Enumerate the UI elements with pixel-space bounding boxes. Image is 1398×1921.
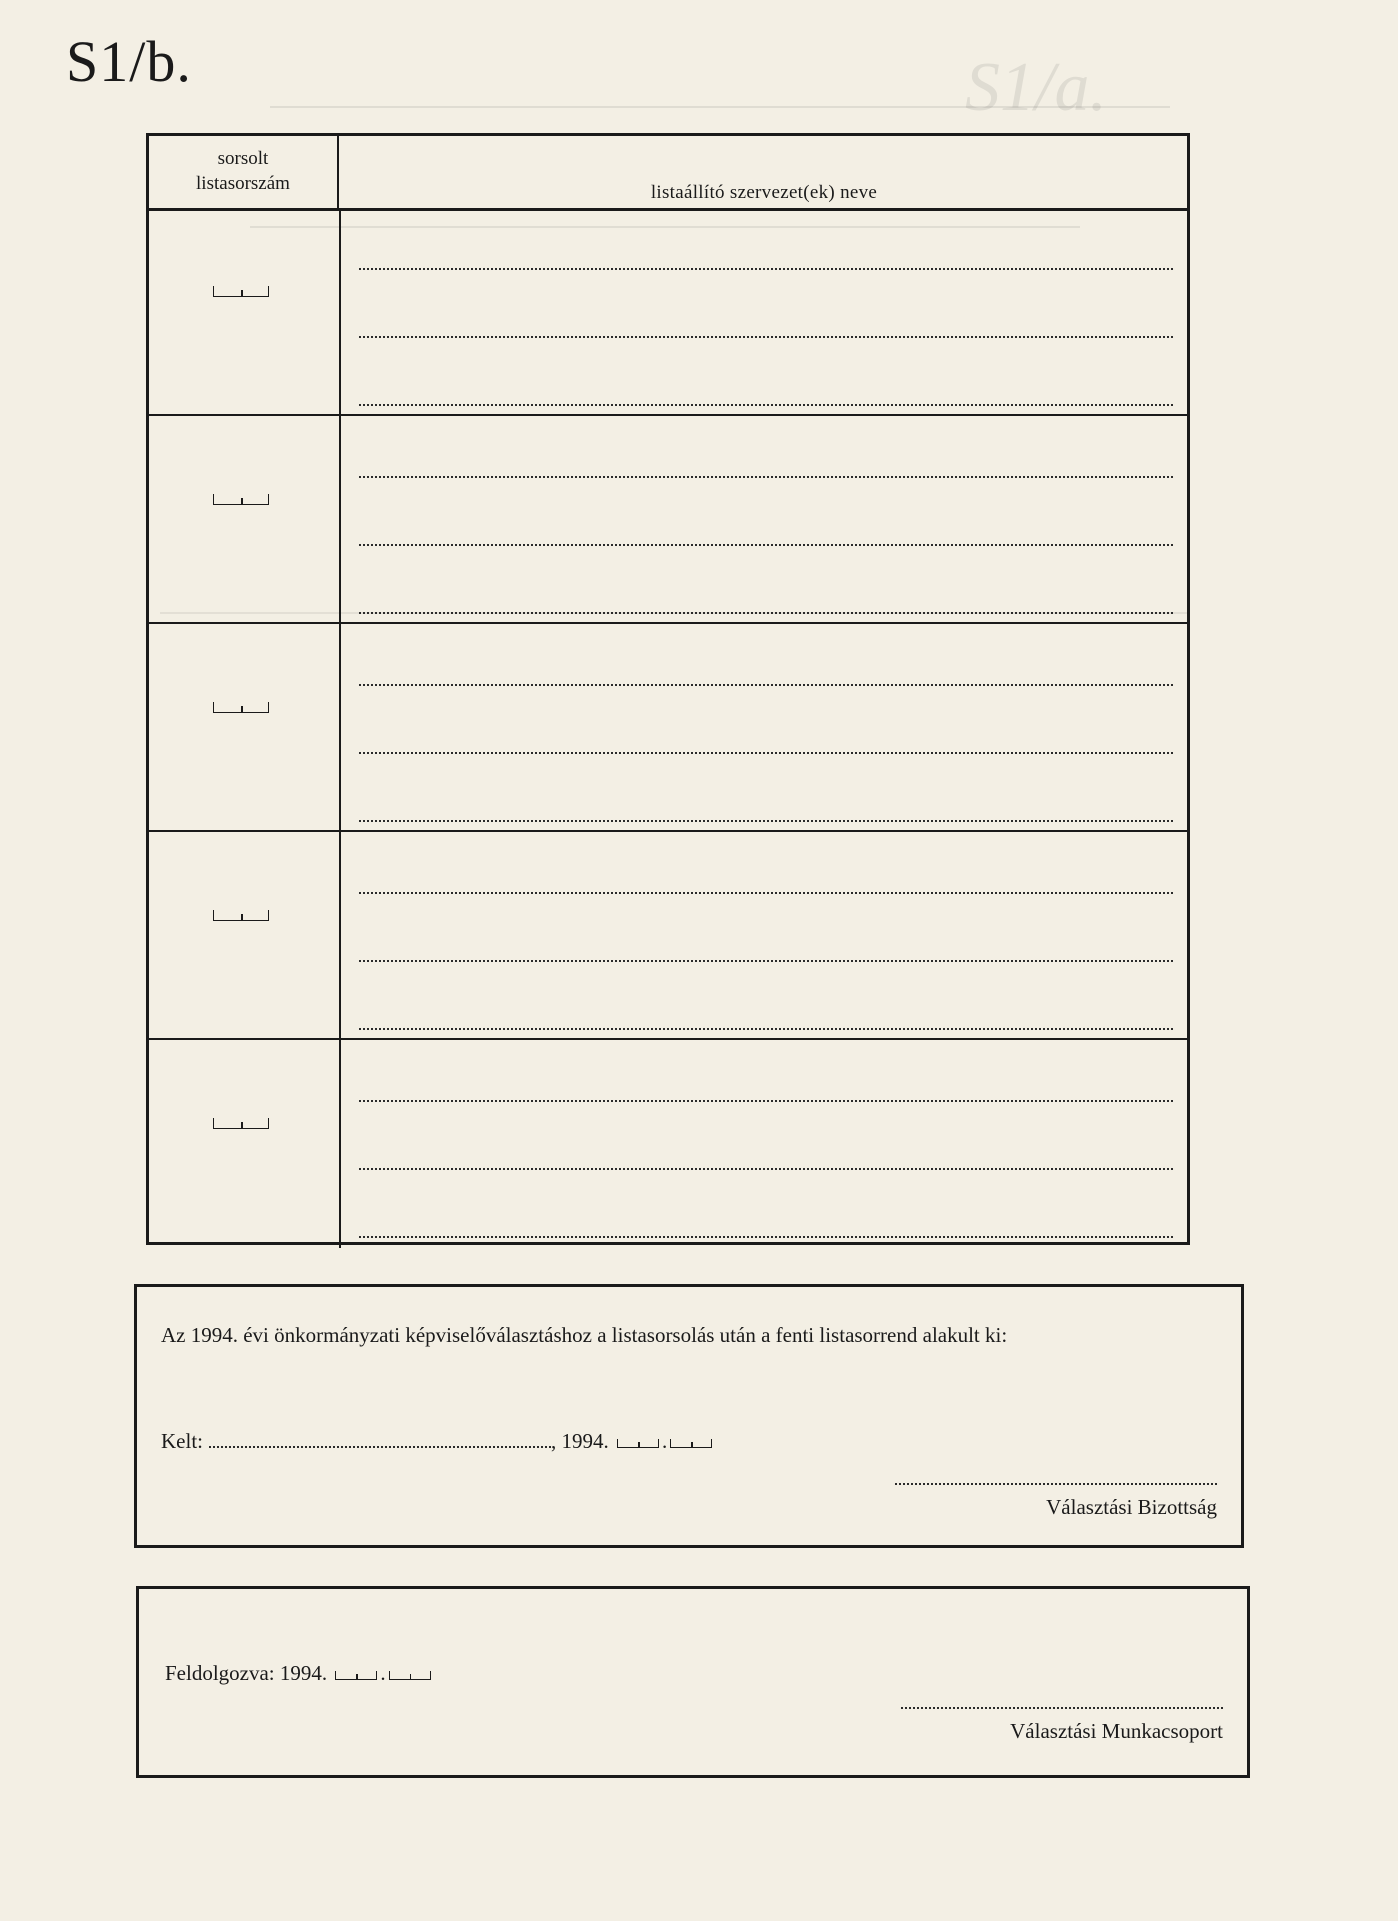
organization-name-line[interactable] <box>359 1168 1173 1170</box>
list-order-table <box>146 133 1190 1245</box>
list-number-cell <box>149 208 341 414</box>
column-header-number <box>149 136 339 208</box>
column-header-number-line2: listasorszám <box>196 173 290 194</box>
year-text: , 1994. <box>551 1429 609 1453</box>
organization-name-line[interactable] <box>359 892 1173 894</box>
column-header-name: listaállító szervezet(ek) neve <box>650 182 878 203</box>
table-row <box>149 416 1187 624</box>
list-number-cell <box>149 832 341 1038</box>
bleed-through-text: S1/a. <box>965 49 1107 126</box>
place-input[interactable] <box>209 1446 551 1448</box>
organization-name-line[interactable] <box>359 404 1173 406</box>
committee-signature-line[interactable] <box>895 1483 1217 1485</box>
organization-name-line[interactable] <box>359 476 1173 478</box>
processed-label: Feldolgozva: 1994. <box>165 1661 328 1685</box>
organization-name-line[interactable] <box>359 1100 1173 1102</box>
processed-line: Feldolgozva: 1994. . <box>165 1661 434 1686</box>
organization-name-line[interactable] <box>359 684 1173 686</box>
organization-name-line[interactable] <box>359 268 1173 270</box>
column-header-number-line1: sorsolt <box>217 148 269 169</box>
table-row <box>149 1040 1187 1248</box>
workgroup-signature-line[interactable] <box>901 1707 1223 1709</box>
list-number-cell <box>149 624 341 830</box>
organization-name-line[interactable] <box>359 1028 1173 1030</box>
organization-name-line[interactable] <box>359 336 1173 338</box>
form-code: S1/b. <box>66 29 192 94</box>
list-number-input[interactable] <box>213 1118 269 1129</box>
processed-month-input[interactable] <box>335 1671 377 1680</box>
day-input[interactable] <box>670 1439 712 1448</box>
table-header <box>149 136 1187 211</box>
bleed-through-line <box>270 92 1170 108</box>
organization-name-line[interactable] <box>359 820 1173 822</box>
committee-signature-label: Választási Bizottság <box>1046 1495 1217 1519</box>
table-row <box>149 832 1187 1040</box>
list-number-cell <box>149 416 341 622</box>
organization-name-line[interactable] <box>359 544 1173 546</box>
month-input[interactable] <box>617 1439 659 1448</box>
table-row <box>149 208 1187 416</box>
list-number-input[interactable] <box>213 286 269 297</box>
note-text: Az 1994. évi önkormányzati képviselőválasztáshoz a listasorsolás után a fenti listasorrend alakult ki: <box>161 1323 1008 1347</box>
list-number-input[interactable] <box>213 910 269 921</box>
kelt-label: Kelt: <box>161 1429 203 1453</box>
processed-box <box>136 1586 1250 1778</box>
list-number-cell <box>149 1040 341 1248</box>
organization-name-line[interactable] <box>359 960 1173 962</box>
list-number-input[interactable] <box>213 702 269 713</box>
list-number-input[interactable] <box>213 494 269 505</box>
organization-name-line[interactable] <box>359 612 1173 614</box>
committee-note-box <box>134 1284 1244 1548</box>
processed-day-input[interactable] <box>389 1671 431 1680</box>
date-place-line: Kelt: , 1994. . <box>161 1429 715 1454</box>
table-row <box>149 624 1187 832</box>
workgroup-signature-label: Választási Munkacsoport <box>1010 1719 1223 1743</box>
organization-name-line[interactable] <box>359 752 1173 754</box>
organization-name-line[interactable] <box>359 1236 1173 1238</box>
